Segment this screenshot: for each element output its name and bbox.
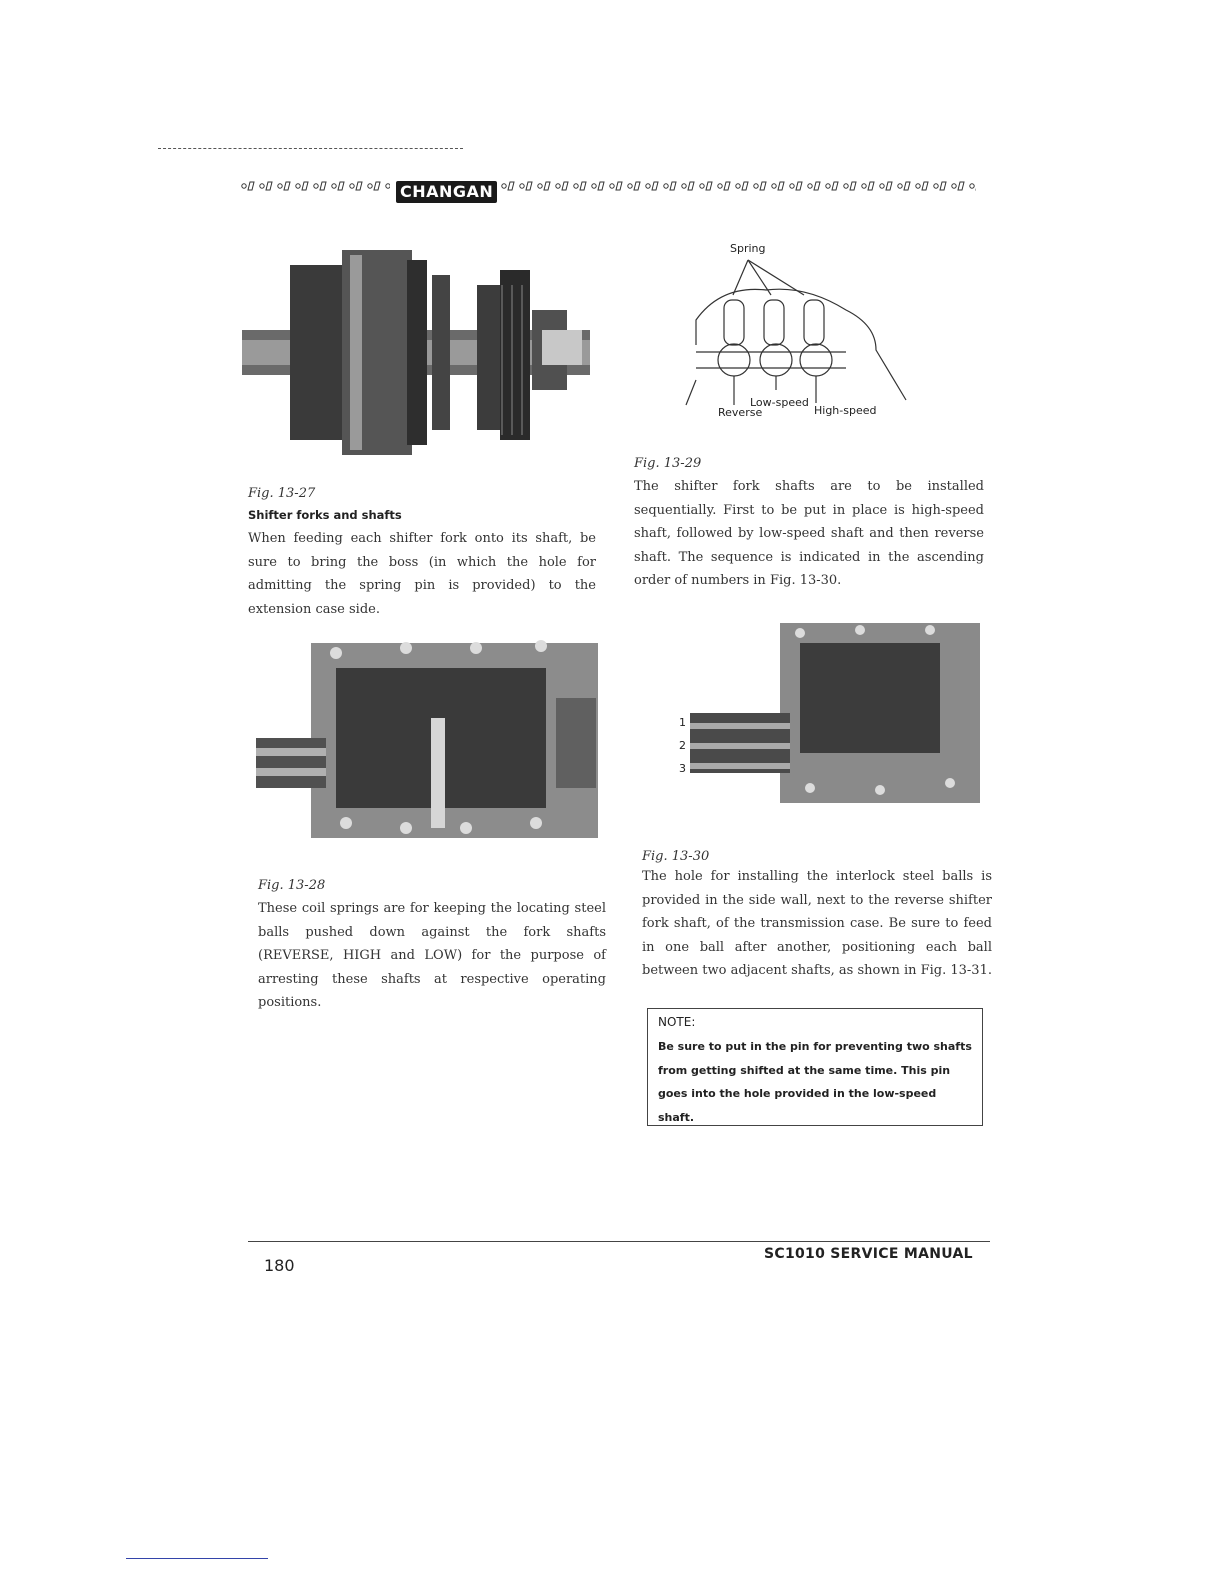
- header-rule: [158, 148, 463, 149]
- bottom-rule: [126, 1558, 268, 1559]
- note-title: NOTE:: [658, 1015, 696, 1029]
- note-box: [647, 1008, 983, 1126]
- shaft-number-1: 1: [679, 716, 686, 729]
- label-reverse: Reverse: [718, 406, 763, 419]
- label-spring: Spring: [730, 242, 766, 255]
- fig-13-30-text: The hole for installing the interlock steel balls is provided in the side wall, next to the reverse shifter fork shaft, of the transmission case. Be sure to feed in one ball after another, positioning each ball between two adjacent shafts, as shown in Fig. 13-31.: [642, 869, 992, 978]
- note-text: Be sure to put in the pin for preventing two shafts from getting shifted at the same time. This pin goes into the hole provided in the low-speed shaft.: [658, 1040, 972, 1124]
- label-high-speed: High-speed: [814, 404, 877, 417]
- fig-13-28-text: These coil springs are for keeping the locating steel balls pushed down against the fork shafts (REVERSE, HIGH and LOW) for the purpose of arresting these shafts at respective operating positions.: [258, 901, 606, 1010]
- fig-13-29-caption: Fig. 13-29: [634, 456, 702, 471]
- fig-13-27-text: When feeding each shifter fork onto its shaft, be sure to bring the boss (in which the hole for admitting the spring pin is provided) to the extension case side.: [248, 531, 596, 617]
- shaft-number-3: 3: [679, 762, 686, 775]
- header-ornament-right: [500, 178, 976, 194]
- page-number: 180: [264, 1256, 295, 1275]
- fig-13-28-caption: Fig. 13-28: [258, 878, 326, 893]
- footer-rule: [248, 1241, 990, 1242]
- fig-13-30-caption: Fig. 13-30: [642, 849, 710, 864]
- fig-13-29-text: The shifter fork shafts are to be installed sequentially. First to be put in place is high-speed shaft, followed by low-speed shaft and then reverse shaft. The sequence is indicated in the ascending order of numbers in Fig. 13-30.: [634, 479, 984, 588]
- fig-13-27-heading: Shifter forks and shafts: [248, 508, 402, 522]
- shaft-number-2: 2: [679, 739, 686, 752]
- header-ornament-left: [240, 178, 390, 194]
- transmission-case-photo: [256, 618, 598, 858]
- brand-logo: CHANGAN: [396, 181, 497, 203]
- fig-13-27-caption: Fig. 13-27: [248, 486, 316, 501]
- gear-shaft-photo: [242, 245, 590, 460]
- manual-title: SC1010 SERVICE MANUAL: [764, 1246, 973, 1262]
- label-low-speed: Low-speed: [750, 396, 809, 409]
- shaft-install-photo: [690, 608, 982, 820]
